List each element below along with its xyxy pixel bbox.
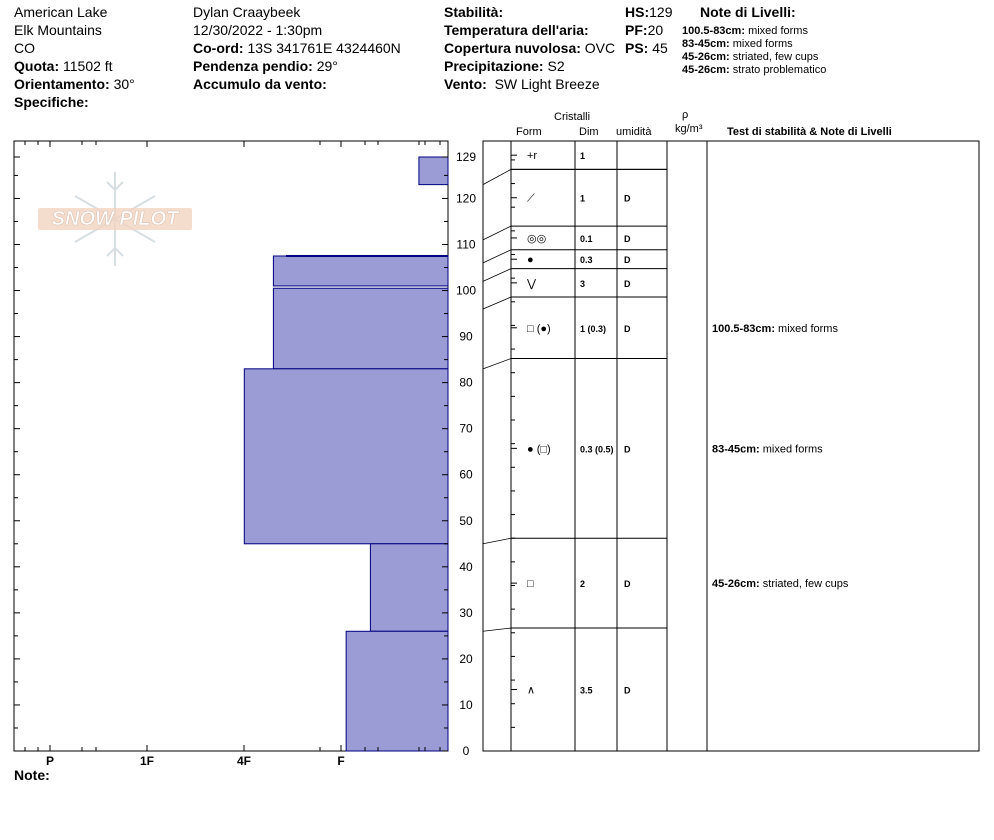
layer-note-text: mixed forms [732,38,793,50]
wind-loading-label: Accumulo da vento: [193,76,327,92]
crystal-form-symbol: ⋁ [527,277,537,290]
layer-note-range: 45-26cm: [712,578,763,591]
cloud-label: Copertura nuvolosa: [444,40,581,56]
rho-header: ρ [682,109,689,121]
hardness-bar [273,288,448,369]
layer-note-range: 100.5-83cm: [712,322,779,335]
layer-note-range: 45-26cm: [682,51,730,63]
crystal-form-symbol: □ (●) [527,322,551,335]
snowpilot-logo [38,172,192,266]
crystal-form-symbol: ∧ [527,684,536,697]
depth-tick-label: 120 [455,191,477,206]
layer-connector-line [483,250,511,263]
layer-connector-line [483,269,511,282]
depth-tick-label: 110 [456,237,476,252]
hardness-tick-label: 1F [139,754,155,768]
crystal-form-symbol: +r [527,150,538,163]
crystal-size: 3 [580,278,586,289]
air-temp-label: Temperatura dell'aria: [444,22,589,38]
layer-note-range: 45-26cm: [682,64,730,76]
depth-tick-label: 90 [459,329,473,344]
size-header: Dim [579,126,599,138]
crystal-moisture: D [624,323,631,334]
elevation-label: Quota: [14,58,60,74]
layer-connector-line [483,538,511,544]
depth-tick-label: 10 [459,697,473,712]
pf-label: PF: [625,22,648,38]
crystal-size: 2 [580,579,586,590]
crystal-form-symbol: ● (□) [527,443,551,456]
specifics-label: Specifiche: [14,94,89,110]
crystal-form-symbol: ● [527,254,534,267]
notes-label: Note: [14,767,50,783]
crystal-moisture: D [624,233,631,244]
layer-note-text: mixed forms [762,443,823,456]
aspect-value: 30° [113,76,135,92]
depth-tick-label: 70 [459,421,473,436]
layer-note-text: strato problematico [732,64,827,76]
hs-label: HS: [625,4,650,20]
layer-connector-line [483,297,511,309]
layer-note-text: striated, few cups [732,51,819,63]
crystals-header: Cristalli [554,111,591,123]
depth-tick-label: 30 [459,605,473,620]
layer-note-text: striated, few cups [762,578,849,591]
layer-note-range: 83-45cm: [682,38,730,50]
location-name: American Lake [14,4,108,20]
snowpilot-logo-text: SNOW PILOT [51,208,179,230]
hardness-bar [370,544,448,631]
hardness-bar [273,256,448,286]
stability-label: Stabilità: [444,4,504,20]
elevation-value: 11502 ft [63,58,113,74]
layer-connector-line [483,169,511,184]
crystal-form-symbol: ◎◎ [527,232,547,245]
crystal-size: 1 [580,193,586,204]
crystal-size: 1 (0.3) [580,323,607,334]
layer-note-range: 83-45cm: [712,443,763,456]
crystal-moisture: D [624,255,631,266]
pf-value: 20 [647,22,664,38]
layer-note-entry [712,323,838,335]
hardness-bar [419,157,448,185]
layer-notes-title: Note di Livelli: [700,4,796,20]
depth-tick-label: 80 [459,375,473,390]
crystal-size: 0.1 [580,233,593,244]
layer-note-text: mixed forms [748,25,808,37]
depth-tick-label: 129 [455,150,477,164]
layer-note-range: 100.5-83cm: [682,25,745,37]
hardness-bar [346,631,448,751]
crystal-form-symbol: ⟋ [527,192,535,205]
coord-value: 13S 341761E 4324460N [247,40,401,56]
slope-value: 29° [316,58,338,74]
hardness-tick-label: 4F [236,754,252,768]
cloud-value: OVC [584,40,616,56]
layer-connector-line [483,359,511,369]
layer-connector-line [483,628,511,631]
crystal-moisture: D [624,278,631,289]
layer-note-entry [712,578,849,590]
ps-value: 45 [652,40,668,56]
depth-tick-label: 50 [459,513,473,528]
precip-label: Precipitazione: [444,58,544,74]
hardness-bar [244,369,448,544]
precip-value: S2 [547,58,565,74]
observer-name: Dylan Craaybeek [193,4,301,20]
crystal-moisture: D [624,579,631,590]
observation-datetime: 12/30/2022 - 1:30pm [193,22,323,38]
depth-tick-label: 100 [455,283,477,298]
crystal-size: 1 [580,151,586,162]
hardness-tick-label: F [337,754,345,768]
state-name: CO [14,40,35,56]
crystal-size: 3.5 [580,685,593,696]
hs-value: 129 [649,4,673,20]
depth-tick-label: 40 [459,559,473,574]
moisture-header: umidità [616,126,652,138]
crystal-moisture: D [624,444,631,455]
slope-label: Pendenza pendio: [193,58,313,74]
density-unit-header: kg/m³ [675,123,703,135]
form-header: Form [516,126,542,138]
crystal-size: 0.3 [580,255,593,266]
wind-value: SW Light Breeze [494,76,600,92]
hardness-tick-label: P [45,754,55,768]
layer-connector-line [483,226,511,240]
range-name: Elk Mountains [14,22,102,38]
coord-label: Co-ord: [193,40,244,56]
depth-tick-label: 60 [459,467,473,482]
crystal-moisture: D [624,685,631,696]
crystal-size: 0.3 (0.5) [580,444,614,455]
layer-note-entry [712,443,823,455]
layer-note-text: mixed forms [778,322,838,335]
depth-tick-label: 20 [459,651,473,666]
tests-notes-header: Test di stabilità & Note di Livelli [727,126,892,138]
aspect-label: Orientamento: [14,76,110,92]
wind-label: Vento: [444,76,487,92]
crystal-form-symbol: □ [527,578,534,591]
ps-label: PS: [625,40,649,56]
depth-tick-label: 0 [462,744,470,758]
crystal-moisture: D [624,193,631,204]
